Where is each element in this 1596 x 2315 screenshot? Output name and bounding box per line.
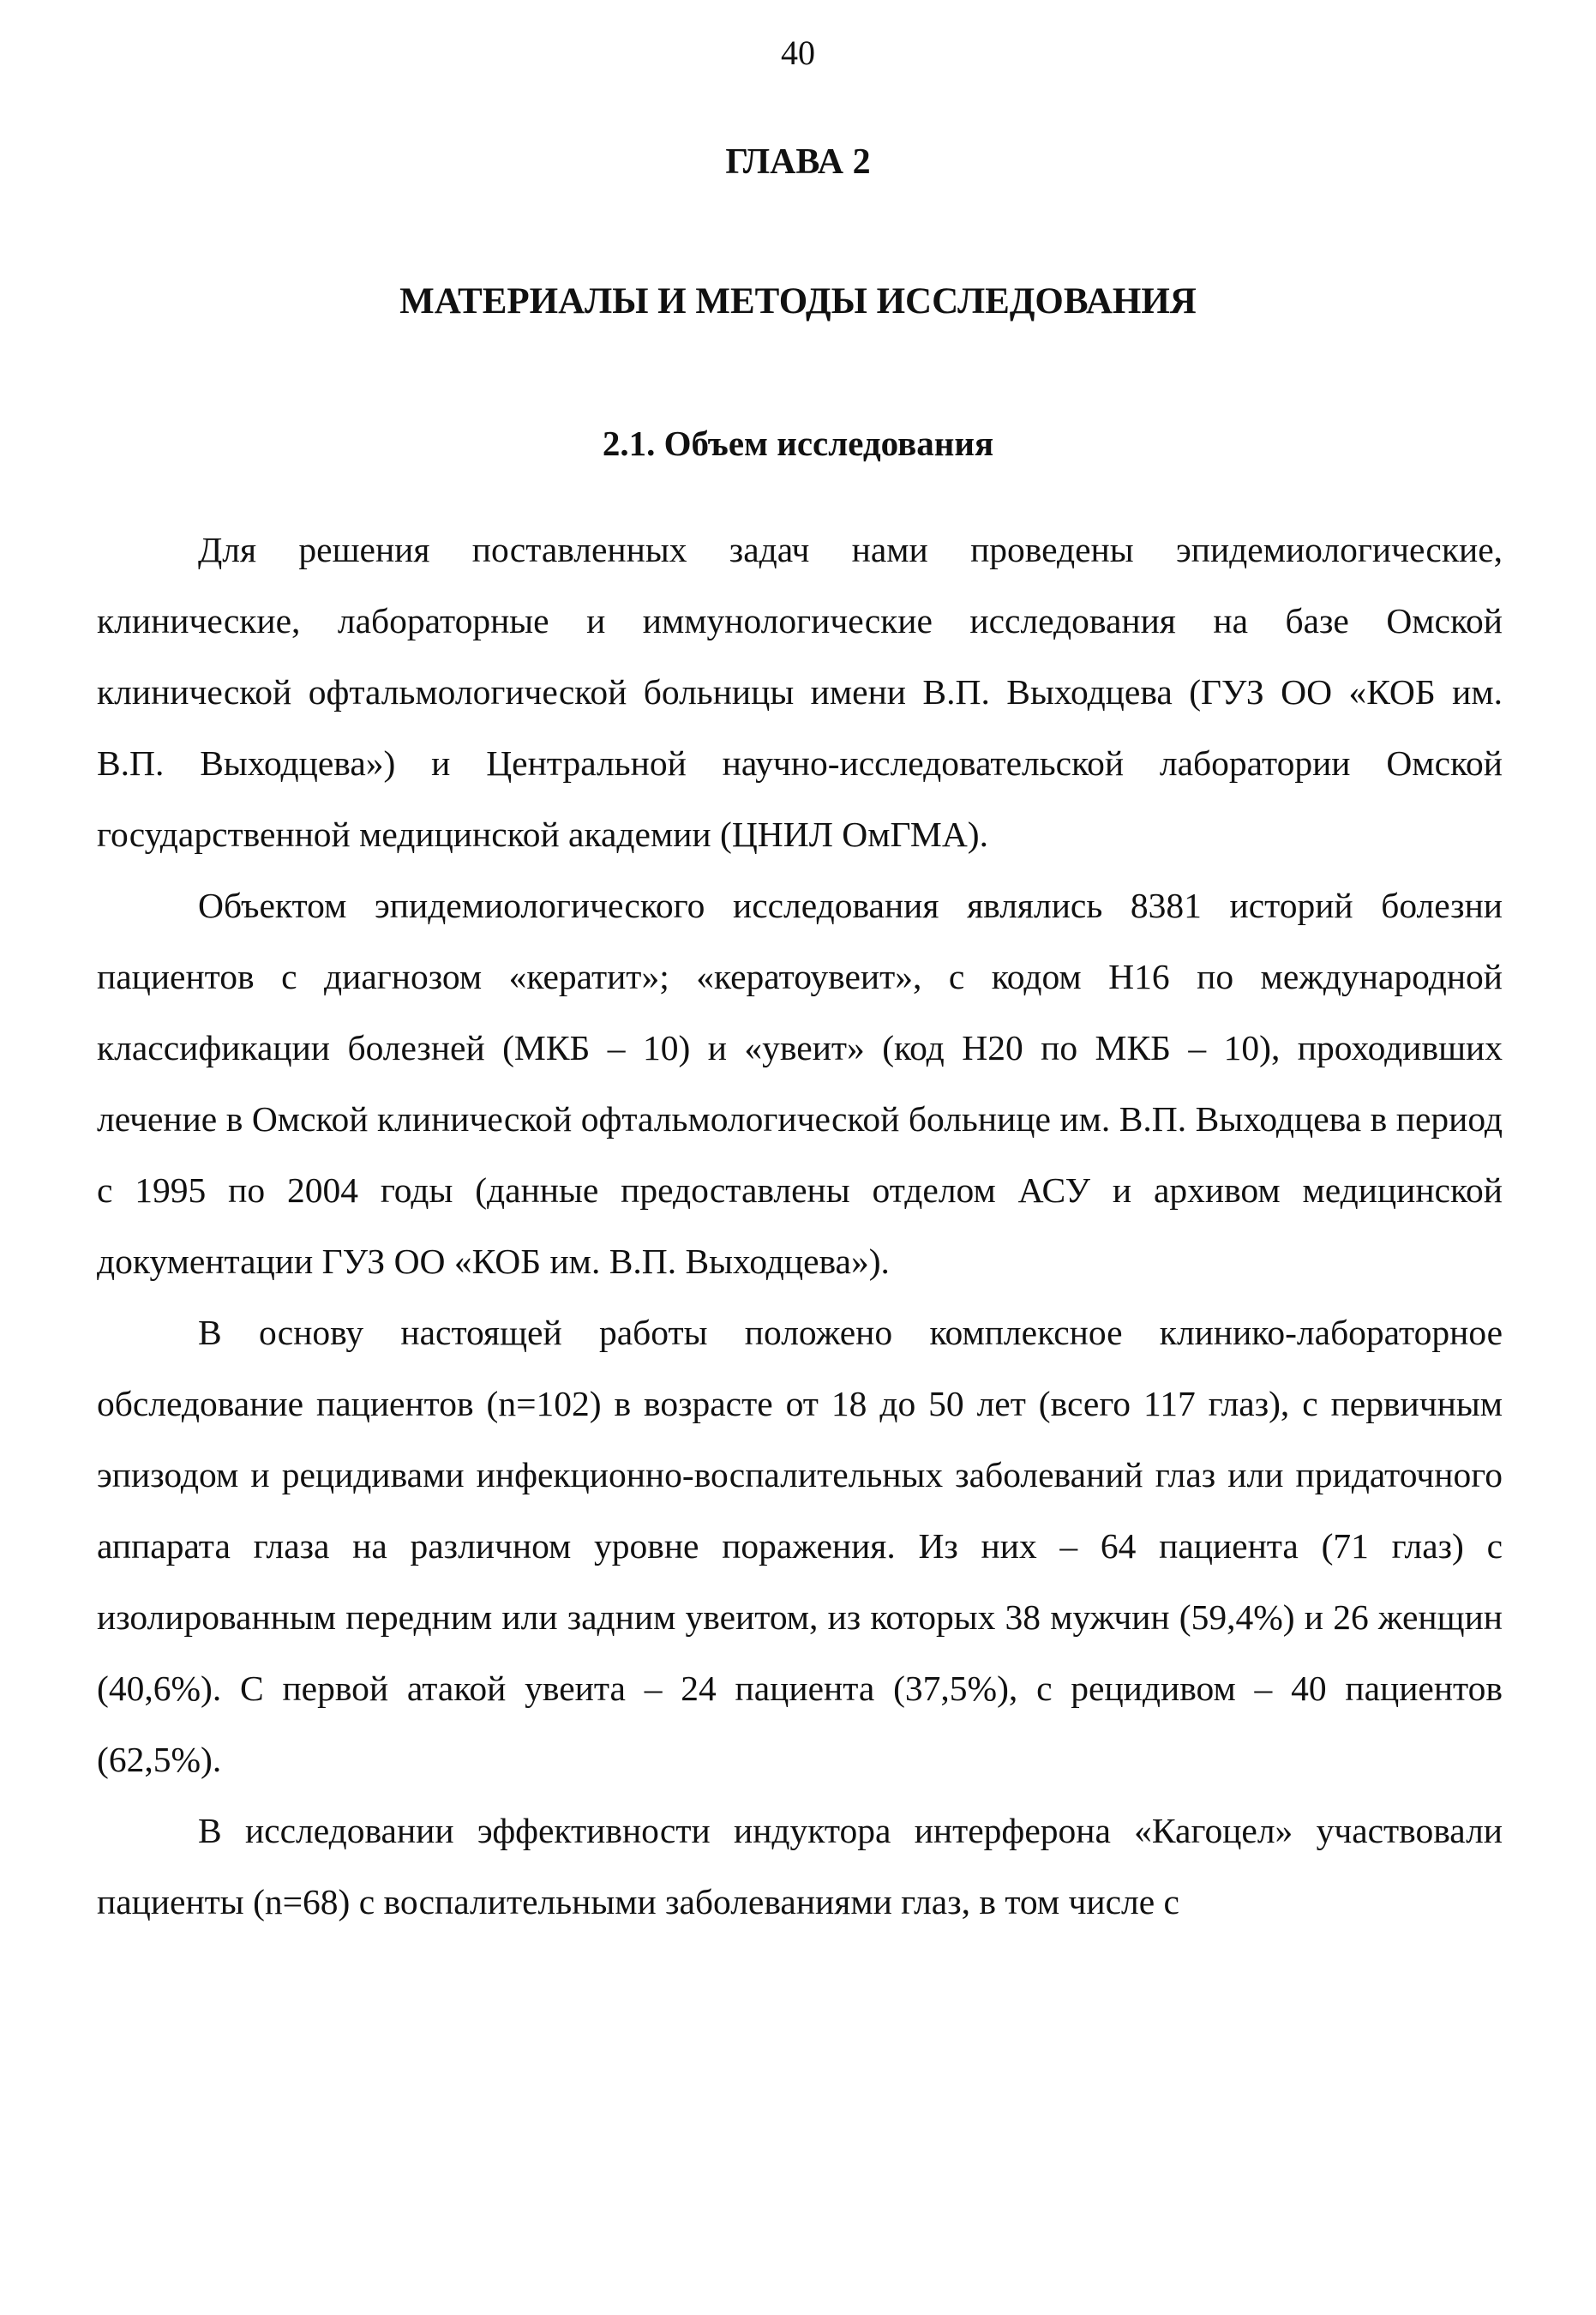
body-text	[97, 514, 1503, 1938]
paragraph-study-base: Для решения поставленных задач нами проведены эпидемиологические, клинические, лабораторные и иммунологические исследования на базе Омской клинической офтальмологической больницы имени В.П. Выходцева (ГУЗ ОО «КОБ им. В.П. Выходцева») и Центральной научно-исследовательской лаборатории Омской государственной медицинской академии (ЦНИЛ ОмГМА).	[97, 530, 1503, 854]
paragraph-kagocel-study: В исследовании эффективности индуктора интерферона «Кагоцел» участвовали пациенты (n=68) с воспалительными заболеваниями глаз, в том числе с	[97, 1811, 1503, 1921]
paragraph-epidemiology: Объектом эпидемиологического исследования являлись 8381 историй болезни пациентов с диагнозом «кератит»; «кератоувеит», с кодом Н16 по международной классификации болезней (МКБ – 10) и «увеит» (код Н20 по МКБ – 10), проходивших лечение в Омской клинической офтальмологической больнице им. В.П. Выходцева в период с 1995 по 2004 годы (данные предоставлены отделом АСУ и архивом медицинской документации ГУЗ ОО «КОБ им. В.П. Выходцева»).	[97, 886, 1503, 1281]
paragraph-clinical-examination: В основу настоящей работы положено комплексное клинико-лабораторное обследование пациентов (n=102) в возрасте от 18 до 50 лет (всего 117 глаз), с первичным эпизодом и рецидивами инфекционно-воспалительных заболеваний глаз или придаточного аппарата глаза на различном уровне поражения. Из них – 64 пациента (71 глаз) с изолированным передним или задним увеитом, из которых 38 мужчин (59,4%) и 26 женщин (40,6%). С первой атакой увеита – 24 пациента (37,5%), с рецидивом – 40 пациентов (62,5%).	[97, 1313, 1503, 1779]
chapter-title: ГЛАВА 2	[725, 142, 871, 182]
chapter-subtitle: МАТЕРИАЛЫ И МЕТОДЫ ИССЛЕДОВАНИЯ	[399, 281, 1197, 322]
page-number: 40	[781, 33, 815, 72]
section-heading: 2.1. Объем исследования	[602, 424, 994, 463]
